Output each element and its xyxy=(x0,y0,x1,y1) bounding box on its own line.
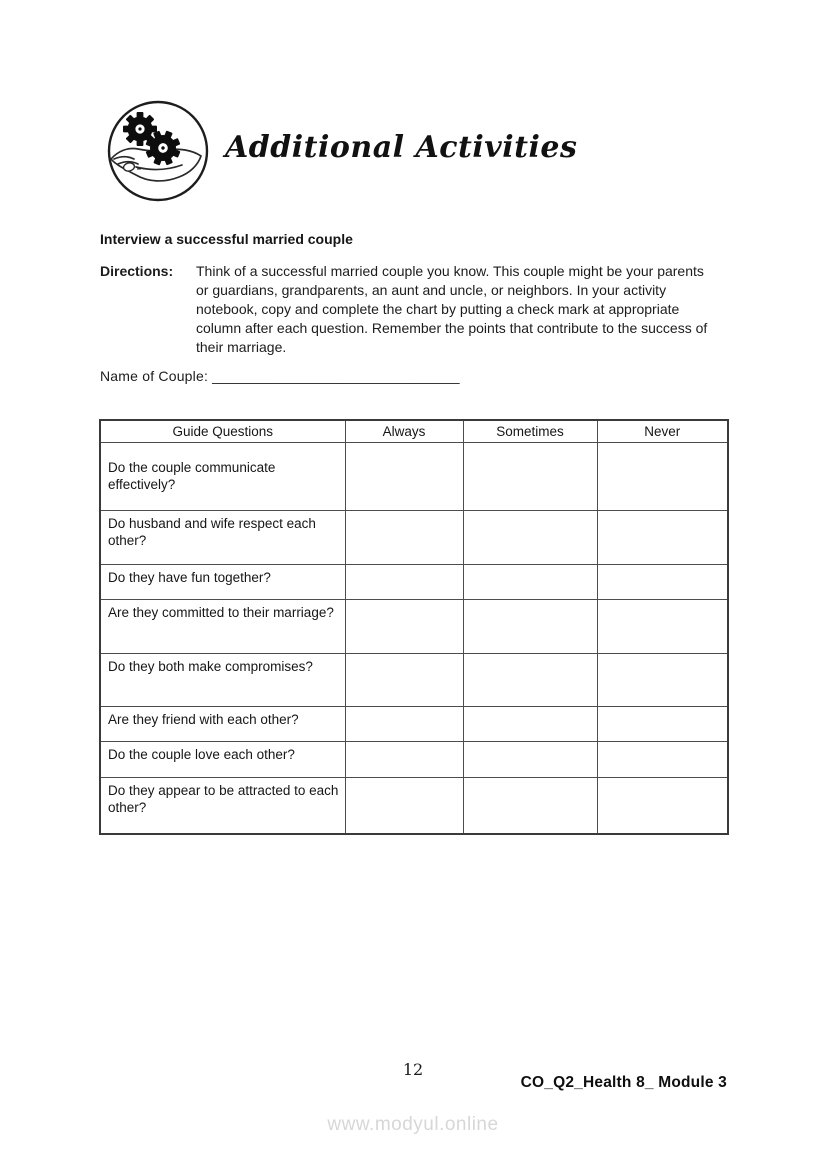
table-row xyxy=(100,510,728,564)
answer-cell-never xyxy=(597,706,728,741)
answer-cell-always xyxy=(345,777,463,834)
answer-cell-always xyxy=(345,442,463,510)
answer-cell-never xyxy=(597,599,728,653)
column-header-sometimes: Sometimes xyxy=(463,420,597,442)
table-row xyxy=(100,442,728,510)
column-header-guide-questions: Guide Questions xyxy=(100,420,345,442)
question-cell: Do the couple love each other? xyxy=(100,741,345,777)
question-cell: Do the couple communicate effectively? xyxy=(100,442,345,510)
table-row xyxy=(100,706,728,741)
name-of-couple-line xyxy=(100,368,460,384)
table-row xyxy=(100,564,728,599)
module-footer-label: CO_Q2_Health 8_ Module 3 xyxy=(520,1074,727,1091)
answer-cell-always xyxy=(345,599,463,653)
page-title: Additional Activities xyxy=(225,130,578,165)
name-of-couple-label: Name of Couple: xyxy=(100,368,209,384)
answer-cell-never xyxy=(597,510,728,564)
question-cell: Do they have fun together? xyxy=(100,564,345,599)
question-cell: Are they friend with each other? xyxy=(100,706,345,741)
table-row xyxy=(100,777,728,834)
question-cell: Do husband and wife respect each other? xyxy=(100,510,345,564)
answer-cell-always xyxy=(345,564,463,599)
question-cell: Do they both make compromises? xyxy=(100,653,345,706)
answer-cell-sometimes xyxy=(463,777,597,834)
name-of-couple-blank: _______________________________ xyxy=(212,368,460,384)
guide-questions-table xyxy=(99,419,729,835)
page-number: 12 xyxy=(402,1060,424,1079)
question-cell: Are they committed to their marriage? xyxy=(100,599,345,653)
answer-cell-always xyxy=(345,653,463,706)
answer-cell-never xyxy=(597,653,728,706)
answer-cell-sometimes xyxy=(463,599,597,653)
hand-gears-icon xyxy=(106,99,210,203)
table-row xyxy=(100,653,728,706)
activity-heading: Interview a successful married couple xyxy=(100,231,353,247)
directions-text: Think of a successful married couple you know. This couple might be your parents or guardians, grandparents, an aunt and uncle, or neighbors. In your activity notebook, copy and complete the chart by putting a check mark at appropriate column after each question. Remember the points that contribute to the success of their marriage. xyxy=(196,263,708,355)
answer-cell-always xyxy=(345,510,463,564)
directions-paragraph xyxy=(100,262,720,357)
answer-cell-sometimes xyxy=(463,741,597,777)
answer-cell-sometimes xyxy=(463,442,597,510)
question-cell: Do they appear to be attracted to each other? xyxy=(100,777,345,834)
answer-cell-sometimes xyxy=(463,653,597,706)
answer-cell-never xyxy=(597,564,728,599)
answer-cell-sometimes xyxy=(463,706,597,741)
directions-label: Directions: xyxy=(100,263,174,279)
table-header-row xyxy=(100,420,728,442)
column-header-never: Never xyxy=(597,420,728,442)
answer-cell-always xyxy=(345,706,463,741)
answer-cell-never xyxy=(597,442,728,510)
table-row xyxy=(100,599,728,653)
answer-cell-sometimes xyxy=(463,564,597,599)
table-row xyxy=(100,741,728,777)
watermark-text: www.modyul.online xyxy=(327,1114,499,1135)
answer-cell-always xyxy=(345,741,463,777)
column-header-always: Always xyxy=(345,420,463,442)
answer-cell-never xyxy=(597,777,728,834)
answer-cell-sometimes xyxy=(463,510,597,564)
answer-cell-never xyxy=(597,741,728,777)
guide-table-body xyxy=(100,442,728,834)
